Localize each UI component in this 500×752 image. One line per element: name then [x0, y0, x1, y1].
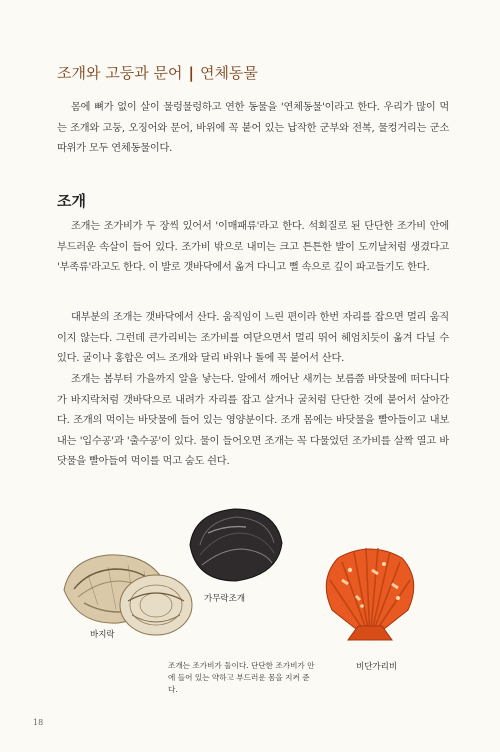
body-paragraph-3: 조개는 봄부터 가을까지 알을 낳는다. 알에서 깨어난 새끼는 보름쯤 바닷물에 떠다니다가 바지락처럼 갯바닥으로 내려가 자리를 잡고 살거나 굴처럼 단단한 것에 붙어서 살아간다. 조개의 먹이는 바닷물에 들어 있는 영양분이다. 조개 몸에는 바닷물을 빨아들이고 내보내는 '입수공'과 '출수공'이 있다. 물이 들어오면 조개는 꼭 다물었던 조가비를 살짝 열고 바닷물을 빨아들여 먹이를 먹고 숨도 쉰다. [57, 374, 449, 467]
figure-caption: 조개는 조가비가 둘이다. 단단한 조가비가 안에 들어 있는 약하고 부드러운 몸을 지켜 준다. [168, 661, 315, 694]
title-sub: 연체동물 [199, 64, 258, 82]
section-heading: 조개 [57, 192, 86, 210]
label-garibi-black: 가무락조개 [204, 594, 246, 604]
title-main: 조개와 고둥과 문어 [57, 64, 183, 82]
label-bajirak: 바지락 [90, 630, 115, 640]
title-separator: | [188, 64, 194, 82]
bajirak-shell-front [120, 575, 192, 635]
page-title [57, 62, 457, 83]
label-bidan: 비단가리비 [356, 662, 398, 672]
garibi-black-illustration [186, 505, 286, 587]
page-number: 18 [33, 718, 44, 727]
bidan-scallop-illustration [312, 540, 428, 648]
intro-paragraph: 몸에 뼈가 없이 살이 물렁물렁하고 연한 동물을 '연체동물'이라고 한다. 우리가 많이 먹는 조개와 고둥, 오징어와 문어, 바위에 꼭 붙어 있는 납작한 군부와 전복, 물컹거리는 군소 따위가 모두 연체동물이다. [57, 102, 449, 154]
body-paragraph-1: 조개는 조가비가 두 장씩 있어서 '이매패류'라고 한다. 석회질로 된 단단한 조가비 안에 부드러운 속살이 들어 있다. 조가비 밖으로 내미는 크고 튼튼한 발이 도끼날처럼 생겼다고 '부족류'라고도 한다. 이 발로 갯바닥에서 옮겨 다니고 뻘 속으로 깊이 파고들기도 한다. [57, 221, 449, 273]
body-paragraph-2: 대부분의 조개는 갯바닥에서 산다. 움직임이 느린 편이라 한번 자리를 잡으면 멀리 움직이지 않는다. 그런데 큰가리비는 조가비를 여닫으면서 멀리 뛰어 헤엄치듯이 옮겨 다닐 수 있다. 굴이나 홍합은 여느 조개와 달리 바위나 돌에 꼭 붙어서 산다. [57, 312, 449, 364]
